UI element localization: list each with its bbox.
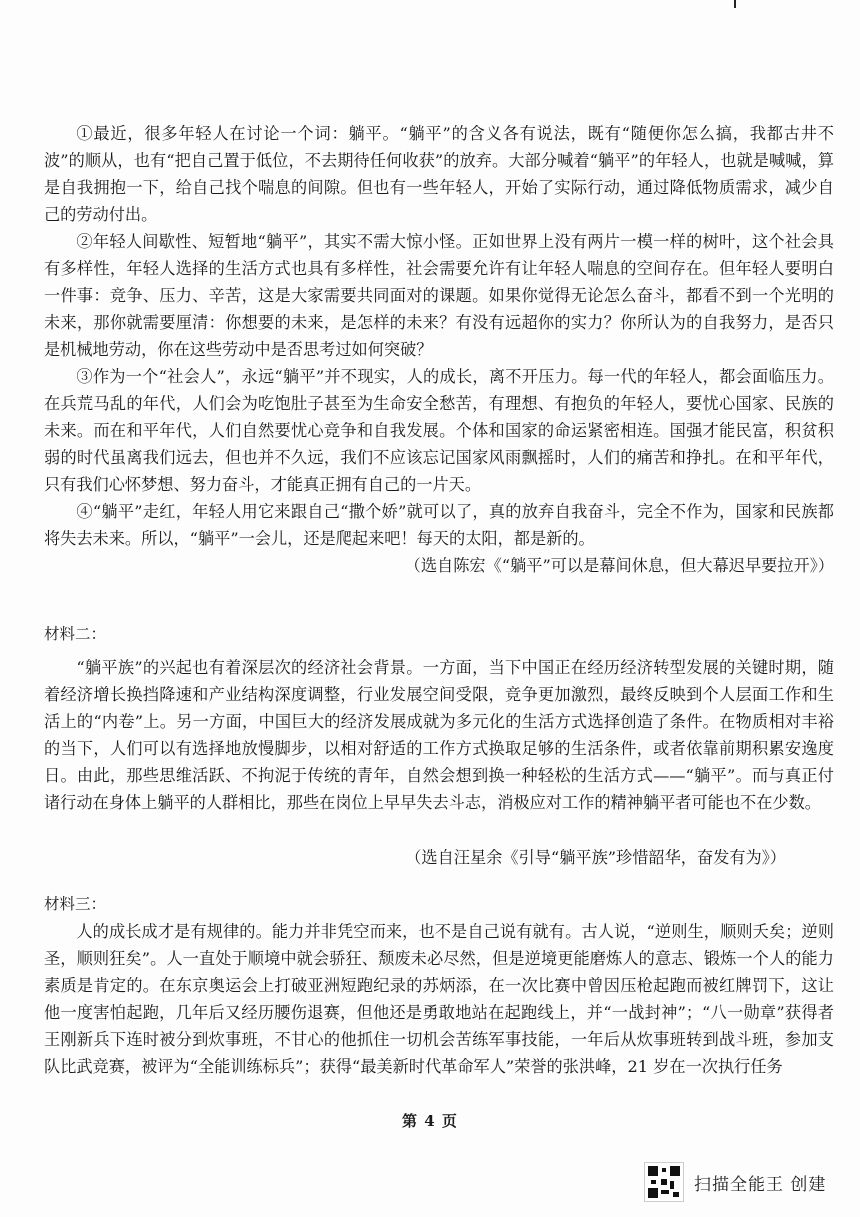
material-one-source: （选自陈宏《“躺平”可以是幕间休息，但大幕迟早要拉开》） bbox=[404, 556, 834, 575]
material-one-paragraph-3: ③作为一个“社会人”，永远“躺平”并不现实，人的成长，离不开压力。每一代的年轻人，都会面临压力。在兵荒马乱的年代，人们会为吃饱肚子甚至为生命安全愁苦，有理想、有抱负的年轻人，要忧心国家、民族的未来。而在和平年代，人们自然要忧心竞争和自我发展。个体和国家的命运紧密相连。国强才能民富，积贫积弱的时代虽离我们远去，但也并不久远，我们不应该忘记国家风雨飘摇时，人们的痛苦和挣扎。在和平年代，只有我们心怀梦想、努力奋斗，才能真正拥有自己的一片天。 bbox=[44, 367, 834, 494]
top-edge-mark bbox=[734, 0, 736, 8]
material-three-heading: 材料三： bbox=[44, 895, 107, 913]
material-one-paragraph-2: ②年轻人间歇性、短暂地“躺平”，其实不需大惊小怪。正如世界上没有两片一模一样的树叶，这个社会具有多样性，年轻人选择的生活方式也具有多样性，社会需要允许有让年轻人喘息的空间存在。但年轻人要明白一件事：竞争、压力、辛苦，这是大家需要共同面对的课题。如果你觉得无论怎么奋斗，都看不到一个光明的未来，那你就需要厘清：你想要的未来，是怎样的未来？有没有远超你的实力？你所认为的自我努力，是否只是机械地劳动，你在这些劳动中是否思考过如何突破？ bbox=[44, 232, 834, 359]
material-one bbox=[44, 120, 834, 579]
material-one-paragraph-4: ④“躺平”走红，年轻人用它来跟自己“撒个娇”就可以了，真的放弃自我奋斗，完全不作为，国家和民族都将失去未来。所以，“躺平”一会儿，还是爬起来吧！每天的太阳，都是新的。 bbox=[44, 502, 834, 548]
material-three bbox=[44, 892, 834, 1080]
material-two-source: （选自汪星余《引导“躺平族”珍惜韶华，奋发有为》） bbox=[405, 848, 786, 867]
qr-code-icon bbox=[644, 1162, 684, 1202]
material-two-heading: 材料二： bbox=[44, 625, 107, 643]
material-two bbox=[44, 622, 834, 871]
material-one-paragraph-1: ①最近，很多年轻人在讨论一个词：躺平。“躺平”的含义各有说法，既有“随便你怎么搞，我都古井不波”的顺从，也有“把自己置于低位，不去期待任何收获”的放弃。大部分喊着“躺平”的年轻人，也就是喊喊，算是自我拥抱一下，给自己找个喘息的间隙。但也有一些年轻人，开始了实际行动，通过降低物质需求，减少自己的劳动付出。 bbox=[44, 124, 834, 224]
material-two-paragraph: “躺平族”的兴起也有着深层次的经济社会背景。一方面，当下中国正在经历经济转型发展的关键时期，随着经济增长换挡降速和产业结构深度调整，行业发展空间受限，竞争更加激烈，最终反映到个人层面工作和生活上的“内卷”上。另一方面，中国巨大的经济发展成就为多元化的生活方式选择创造了条件。在物质相对丰裕的当下，人们可以有选择地放慢脚步，以相对舒适的工作方式换取足够的生活条件，或者依靠前期积累安逸度日。由此，那些思维活跃、不拘泥于传统的青年，自然会想到换一种轻松的生活方式——“躺平”。而与真正付诸行动在身体上躺平的人群相比，那些在岗位上早早失去斗志，消极应对工作的精神躺平者可能也不在少数。 bbox=[44, 658, 834, 812]
material-three-paragraph: 人的成长成才是有规律的。能力并非凭空而来，也不是自己说有就有。古人说，“逆则生，顺则夭矣；逆则圣，顺则狂矣”。人一直处于顺境中就会骄狂、颓废未必尽然，但是逆境更能磨炼人的意志、锻炼一个人的能力素质是肯定的。在东京奥运会上打破亚洲短跑纪录的苏炳添，在一次比赛中曾因压枪起跑而被红牌罚下，这让他一度害怕起跑，几年后又经历腰伤退赛，但他还是勇敢地站在起跑线上，并“一战封神”；“八一勋章”获得者王刚新兵下连时被分到炊事班，不甘心的他抓住一切机会苦练军事技能，一年后从炊事班转到战斗班，参加支队比武竞赛，被评为“全能训练标兵”；获得“最美新时代革命军人”荣誉的张洪峰，21 岁在一次执行任务 bbox=[44, 922, 834, 1076]
scanner-label: 扫描全能王 创建 bbox=[694, 1174, 827, 1195]
scanner-watermark bbox=[644, 1162, 826, 1202]
page-number: 第 4 页 bbox=[402, 1112, 458, 1130]
